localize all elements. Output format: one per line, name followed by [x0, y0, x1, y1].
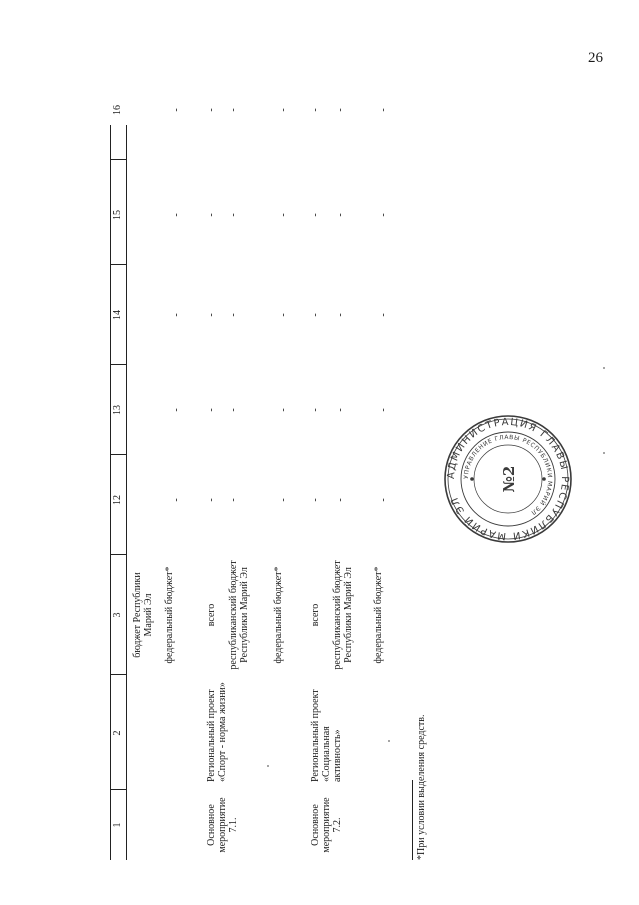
value-cell: - — [335, 408, 346, 412]
value-cell: - — [335, 498, 346, 502]
value-cell: - — [310, 213, 321, 217]
col-sep — [110, 364, 126, 365]
footnote-rule — [412, 780, 413, 860]
source-cell: бюджет Республики Марий Эл — [132, 572, 154, 658]
value-cell: - — [206, 408, 217, 412]
header-cell: 2 — [112, 730, 123, 736]
value-cell: - — [310, 313, 321, 317]
col-sep — [110, 789, 126, 790]
value-cell: - — [378, 408, 389, 412]
value-cell: - — [228, 108, 239, 112]
value-cell: - — [335, 313, 346, 317]
header-cell: 13 — [112, 405, 123, 415]
header-bottom-rule — [126, 125, 127, 860]
value-cell: - — [228, 313, 239, 317]
value-cell: - — [335, 213, 346, 217]
seal-outer-text: АДМИНИСТРАЦИЯ ГЛАВЫ РЕСПУБЛИКИ МАРИЙ ЭЛ — [445, 416, 571, 542]
value-cell: - — [310, 498, 321, 502]
project-cell: Региональный проект «Спорт - норма жизни» — [206, 682, 228, 782]
scan-speck — [603, 367, 605, 369]
value-cell: - — [378, 108, 389, 112]
value-cell: - — [278, 213, 289, 217]
col-sep — [110, 159, 126, 160]
header-cell: 1 — [112, 822, 123, 828]
value-cell: - — [206, 498, 217, 502]
scan-speck — [603, 452, 605, 454]
value-cell: - — [278, 108, 289, 112]
source-cell: федеральный бюджет* — [273, 566, 284, 664]
value-cell: - — [206, 213, 217, 217]
footnote: *При условии выделения средств. — [416, 714, 427, 860]
value-cell: - — [171, 408, 182, 412]
value-cell: - — [310, 108, 321, 112]
value-cell: - — [378, 213, 389, 217]
source-cell: республиканский бюджет Республики Марий Эл — [228, 560, 250, 670]
header-cell: 14 — [112, 310, 123, 320]
header-cell: 3 — [112, 612, 123, 618]
value-cell: - — [378, 498, 389, 502]
value-cell: - — [171, 213, 182, 217]
source-cell: федеральный бюджет* — [373, 566, 384, 664]
project-cell: Региональный проект «Социальная активность» — [310, 689, 343, 782]
header-cell: 12 — [112, 495, 123, 505]
scan-speck — [388, 740, 390, 742]
col-sep — [110, 674, 126, 675]
table-top-rule — [110, 125, 111, 860]
value-cell: - — [206, 313, 217, 317]
header-cell: 15 — [112, 210, 123, 220]
official-seal-icon — [442, 413, 574, 545]
source-cell: всего — [310, 603, 321, 627]
value-cell: - — [206, 108, 217, 112]
col-sep — [110, 454, 126, 455]
value-cell: - — [278, 498, 289, 502]
value-cell: - — [228, 213, 239, 217]
seal-inner-text: УПРАВЛЕНИЕ ГЛАВЫ РЕСПУБЛИКИ МАРИЙ ЭЛ — [462, 433, 554, 517]
value-cell: - — [171, 108, 182, 112]
value-cell: - — [278, 313, 289, 317]
col-sep — [110, 264, 126, 265]
page-number: 26 — [588, 50, 603, 66]
value-cell: - — [228, 498, 239, 502]
value-cell: - — [310, 408, 321, 412]
value-cell: - — [171, 498, 182, 502]
source-cell: федеральный бюджет* — [164, 566, 175, 664]
value-cell: - — [335, 108, 346, 112]
value-cell: - — [171, 313, 182, 317]
measure-cell: Основное мероприятие 7.2. — [310, 797, 343, 853]
value-cell: - — [378, 313, 389, 317]
source-cell: республиканский бюджет Республики Марий Эл — [332, 560, 354, 670]
value-cell: - — [278, 408, 289, 412]
header-cell: 16 — [112, 105, 123, 115]
measure-cell: Основное мероприятие 7.1. — [206, 797, 239, 853]
col-sep — [110, 554, 126, 555]
value-cell: - — [228, 408, 239, 412]
source-cell: всего — [206, 603, 217, 627]
scan-speck — [267, 765, 269, 767]
seal-number: №2 — [500, 465, 518, 493]
